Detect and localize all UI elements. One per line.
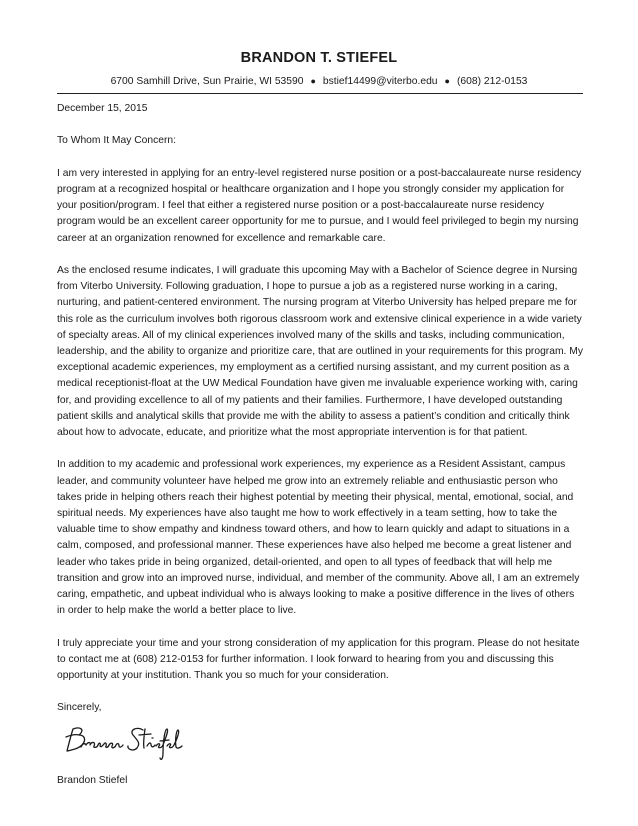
- bullet-separator: ●: [310, 76, 316, 86]
- paragraph-3: In addition to my academic and professional work experiences, my experience as a Resident Assistant, campus leader, and community volunteer have helped me grow into an extremely reliable and enthusiastic person who takes pride in helping others reach their highest potential by meeting their physical, mental, emotional, social, and spiritual needs. My experiences have also taught me how to work effectively in a team setting, how to take the valuable time to show empathy and kindness toward others, and how to learn quickly and adapt to situations in a calm, composed, and professional manner. These experiences have also helped me become a great listener and leader who takes pride in being organized, detail-oriented, and open to all types of feedback that will help me transition and grow into an improved nurse, individual, and member of the community. Above all, I am an extremely caring, empathetic, and upbeat individual who is always looking to make a positive difference in the lives of others in order to help make the world a better place to live.: [57, 459, 580, 617]
- salutation: To Whom It May Concern:: [57, 135, 177, 147]
- letter-date: December 15, 2015: [57, 103, 148, 114]
- letter-body: [57, 101, 584, 805]
- signature-icon: [59, 721, 199, 765]
- paragraph-2: As the enclosed resume indicates, I will graduate this upcoming May with a Bachelor of Science degree in Nursing from Viterbo University. Following graduation, I hope to pursue a job as a registered nurse working in a caring, nurturing, and patient-centered environment. The nursing program at Viterbo University has helped prepare me for this role as the curriculum involves both rigorous classroom work and extensive clinical experience in a wide variety of specialty areas. All of my clinical experiences involved many of the skills and tasks, including communication, leadership, and the ability to organize and prioritize care, that are outlined in your requirements for this program. My exceptional academic experiences, my employment as a certified nursing assistant, and my current position as a medical receptionist-float at the UW Medical Foundation have given me invaluable experience working with, caring for, and providing excellence to all of my patients and their families. Furthermore, I have developed outstanding patient skills and analytical skills that provide me with the ability to assess a patient’s condition and critically think about how to advocate, educate, and prioritize what the most appropriate intervention is for that patient.: [57, 264, 583, 439]
- address: 6700 Samhill Drive, Sun Prairie, WI 53590: [110, 76, 304, 87]
- phone: (608) 212-0153: [456, 76, 528, 87]
- paragraph-4: I truly appreciate your time and your strong consideration of my application for this program. Please do not hesitate to contact me at (608) 212-0153 for further information. I look forward to hearing from you and discussing this opportunity at your institution. Thank you so much for your consideration.: [57, 637, 580, 682]
- contact-line: [0, 76, 638, 87]
- closing: Sincerely,: [57, 702, 102, 714]
- email: bstief14499@viterbo.edu: [322, 76, 438, 87]
- applicant-name: BRANDON T. STIEFEL: [240, 50, 398, 66]
- handwritten-signature: [57, 723, 584, 763]
- bullet-separator: ●: [444, 76, 450, 86]
- header-divider: [57, 93, 583, 94]
- signed-name: Brandon Stiefel: [57, 774, 128, 786]
- paragraph-1: I am very interested in applying for an entry-level registered nurse position or a post-baccalaureate nurse residency program at a recognized hospital or healthcare organization and I hope you strongly consider my application for your position/program. I feel that either a registered nurse position or a post-baccalaureate nurse residency program would be an excellent career opportunity for me to pursue, and I would feel privileged to begin my nursing career at an organization renowned for excellence and remarkable care.: [57, 167, 582, 244]
